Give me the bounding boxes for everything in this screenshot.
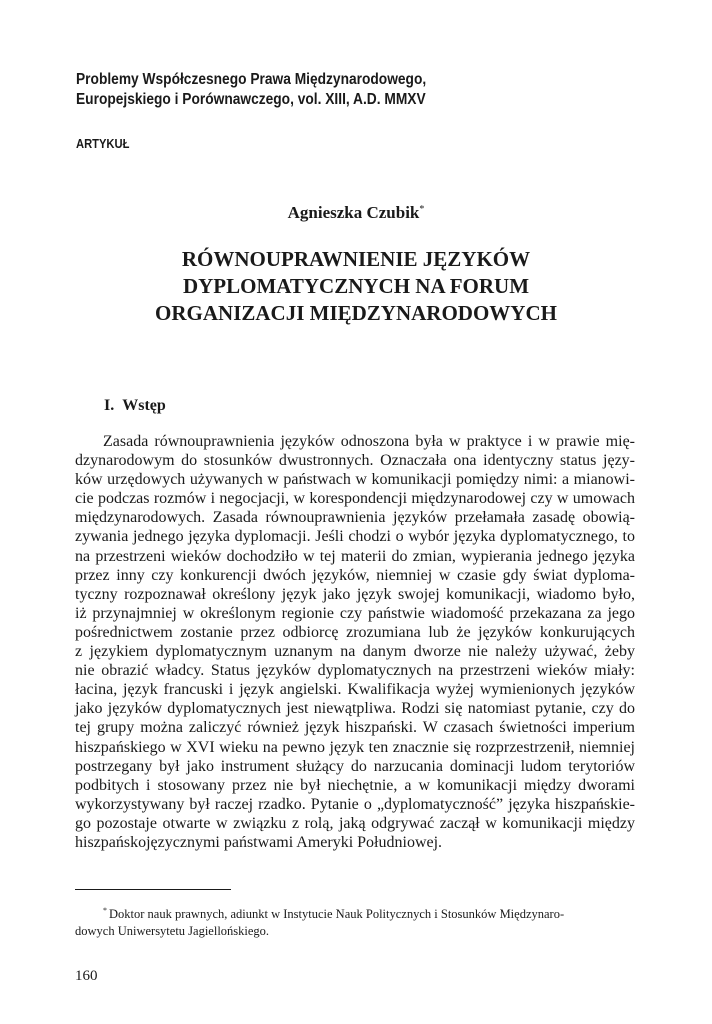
author-name: Agnieszka Czubik xyxy=(287,203,420,222)
body-line: tyczny rozpoznawał określony język jako język swojej komunikacji, wiadomo było, xyxy=(75,585,635,603)
body-line: tej grupy można zaliczyć również język hiszpański. W czasach świetności imperium xyxy=(75,719,635,737)
footnote-marker: * xyxy=(103,906,107,915)
body-line: postrzegany był jako instrument służący do narzucania dominacji ludom terytoriów xyxy=(75,757,635,775)
article-title xyxy=(0,246,712,327)
journal-header xyxy=(76,70,558,110)
body-line: iż przynajmniej w określonym regionie czy państwie wiadomość przekazana za jego xyxy=(75,604,635,622)
body-line: międzynarodowych. Zasada równouprawnienia języków przełamała zasadę obowią- xyxy=(75,509,635,527)
body-line: podbitych i stosowany przez nie był niechętnie, a w komunikacji między dworami xyxy=(75,776,635,794)
section-heading-number: I. xyxy=(104,397,115,414)
body-line: hiszpańskojęzycznymi państwami Ameryki Południowej. xyxy=(75,833,443,851)
footnote xyxy=(75,902,635,940)
author-footnote-marker: * xyxy=(419,204,425,215)
section-type-label: ARTYKUŁ xyxy=(76,136,130,151)
journal-title-line-2: Europejskiego i Porównawczego, vol. XIII, A.D. MMXV xyxy=(76,91,426,108)
section-heading xyxy=(104,397,174,415)
body-line: dzynarodowym do stosunków dwustronnych. Oznaczała ona identyczny status języ- xyxy=(75,452,635,470)
body-paragraph xyxy=(75,432,635,852)
page-number: 160 xyxy=(75,968,98,984)
body-line: na przestrzeni wieków dochodziło w tej materii do zmian, wypierania jednego języka xyxy=(75,547,635,565)
footnote-line-2: dowych Uniwersytetu Jagiellońskiego. xyxy=(75,924,270,938)
body-line: jako języków dyplomatycznych jest niewątpliwa. Rodzi się natomiast pytanie, czy do xyxy=(75,700,635,718)
footnote-line-1: * Doktor nauk prawnych, adiunkt w Instytucie Nauk Politycznych i Stosunków Międzynaro- xyxy=(103,906,565,921)
body-line: go pozostaje otwarte w związku z rolą, jaką odgrywać zaczął w komunikacji między xyxy=(75,814,635,832)
body-line: wykorzystywany był raczej rzadko. Pytanie o „dyplomatyczność” języka hiszpańskie- xyxy=(75,795,635,813)
section-heading-text: Wstęp xyxy=(122,397,166,414)
body-line: przez inny czy konkurencji dwóch języków, niemniej w czasie gdy świat dyploma- xyxy=(75,566,635,584)
article-title-line-1: RÓWNOUPRAWNIENIE JĘZYKÓW xyxy=(181,247,531,271)
body-line: nie obrazić władcy. Status języków dyplomatycznych na przestrzeni wieków miały: xyxy=(75,662,635,680)
body-line: z językiem dyplomatycznym uznanym na danym dworze nie należy używać, żeby xyxy=(75,643,635,661)
author xyxy=(0,203,712,223)
body-line: łacina, język francuski i język angielski. Kwalifikacja wyżej wymienionych języków xyxy=(75,681,635,699)
body-line: cie podczas rozmów i negocjacji, w korespondencji międzynarodowej czy w umowach xyxy=(75,490,635,508)
footnote-divider xyxy=(75,889,231,890)
body-line: hiszpańskiego w XVI wieku na pewno język ten znacznie się rozprzestrzenił, niemniej xyxy=(75,738,635,756)
body-line: zywania jednego języka dyplomacji. Jeśli chodzi o wybór języka dyplomatycznego, to xyxy=(75,528,635,546)
body-line: pośrednictwem zostanie przez odbiorcę zrozumiana lub że języków konkurujących xyxy=(75,623,635,641)
article-title-line-3: ORGANIZACJI MIĘDZYNARODOWYCH xyxy=(155,301,557,325)
article-title-line-2: DYPLOMATYCZNYCH NA FORUM xyxy=(182,274,530,298)
journal-title-line-1: Problemy Współczesnego Prawa Międzynarodowego, xyxy=(76,71,427,88)
body-line: ków urzędowych używanych w państwach w komunikacji pomiędzy nimi: a mianowi- xyxy=(75,471,635,489)
body-line: Zasada równouprawnienia języków odnoszona była w praktyce i w prawie mię- xyxy=(103,433,635,450)
